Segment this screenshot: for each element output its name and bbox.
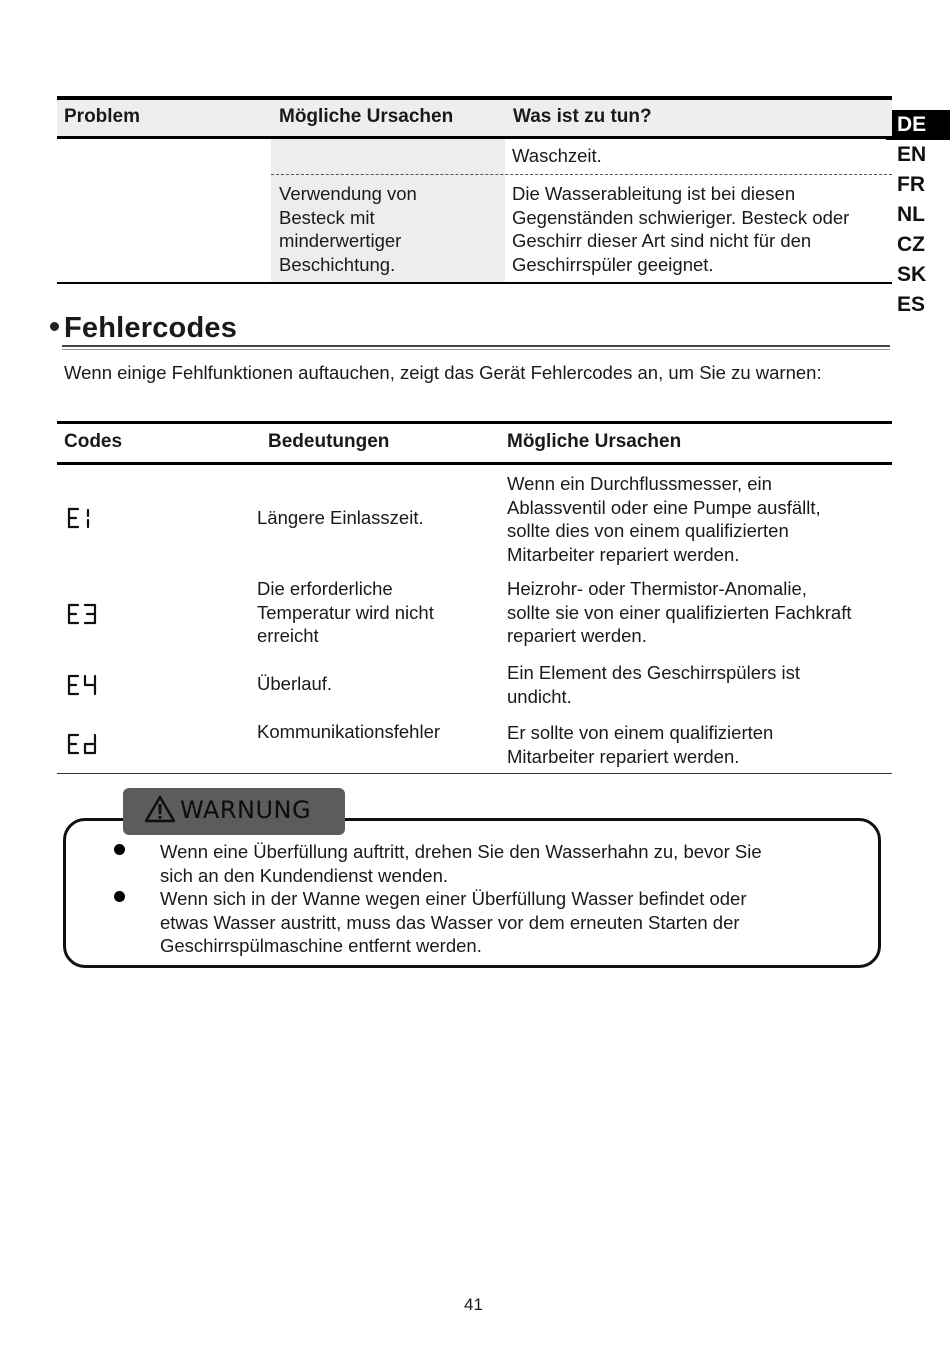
table-header-bg [57, 100, 892, 136]
code-e1-display-icon [66, 507, 94, 529]
header-causes: Mögliche Ursachen [507, 431, 682, 452]
warning-triangle-icon [144, 795, 176, 823]
warning-item: Wenn sich in der Wanne wegen einer Überfüllung Wasser befindet oder etwas Wasser austritt, muss das Wasser vor dem erneuten Starten der Geschirrspülmaschine entfernt werden. [160, 888, 747, 956]
code-cause: Wenn ein Durchflussmesser, ein Ablassventil oder eine Pumpe ausfällt, sollte dies von einem qualifizierten Mitarbeiter repariert werden. [507, 473, 821, 565]
table-cell-cause: Verwendung von Besteck mit minderwertiger Beschichtung. [279, 183, 417, 275]
section-bullet [50, 322, 59, 331]
row-divider [271, 174, 892, 175]
table-cell-action: Waschzeit. [512, 145, 602, 166]
section-title: Fehlercodes [64, 312, 238, 344]
code-cause: Ein Element des Geschirrspülers ist undicht. [507, 662, 801, 707]
code-e4-display-icon [66, 674, 100, 696]
code-ed-display-icon [66, 733, 100, 755]
code-meaning: Überlauf. [257, 673, 333, 694]
table-rule [57, 282, 892, 284]
section-rule [62, 345, 890, 347]
lang-tab-sk[interactable]: SK [897, 263, 927, 286]
table-rule [57, 773, 892, 774]
code-cause: Er sollte von einem qualifizierten Mitarbeiter repariert werden. [507, 722, 774, 767]
lang-tab-es[interactable]: ES [897, 293, 926, 316]
language-tabs [886, 110, 950, 320]
lang-tab-en[interactable]: EN [897, 143, 927, 166]
lang-tab-de[interactable]: DE [886, 110, 950, 140]
code-e3-display-icon [66, 603, 100, 625]
table-rule [57, 462, 892, 465]
table-cell-action: Die Wasserableitung ist bei diesen Gegenständen schwieriger. Besteck oder Geschirr dieser Art sind nicht für den Geschirrspüler geeignet. [512, 183, 850, 275]
lang-tab-cz[interactable]: CZ [897, 233, 925, 256]
lang-tab-fr[interactable]: FR [897, 173, 925, 196]
code-meaning: Die erforderliche Temperatur wird nicht erreicht [257, 578, 434, 646]
header-meanings: Bedeutungen [268, 431, 390, 452]
header-codes: Codes [64, 431, 123, 452]
list-bullet [114, 844, 125, 855]
section-rule [62, 349, 890, 350]
code-meaning: Kommunikationsfehler [257, 721, 441, 742]
warning-item: Wenn eine Überfüllung auftritt, drehen Sie den Wasserhahn zu, bevor Sie sich an den Kundendienst wenden. [160, 841, 762, 886]
header-problem: Problem [64, 106, 141, 127]
list-bullet [114, 891, 125, 902]
page-number: 41 [464, 1295, 483, 1314]
table-rule [57, 421, 892, 424]
warning-label: WARNUNG [180, 796, 312, 824]
section-intro: Wenn einige Fehlfunktionen auftauchen, zeigt das Gerät Fehlercodes an, um Sie zu warnen: [64, 362, 822, 383]
code-cause: Heizrohr- oder Thermistor-Anomalie, sollte sie von einer qualifizierten Fachkraft repariert werden. [507, 578, 852, 646]
header-action: Was ist zu tun? [513, 106, 652, 127]
code-meaning: Längere Einlasszeit. [257, 507, 424, 528]
lang-tab-nl[interactable]: NL [897, 203, 925, 226]
header-causes: Mögliche Ursachen [279, 106, 454, 127]
